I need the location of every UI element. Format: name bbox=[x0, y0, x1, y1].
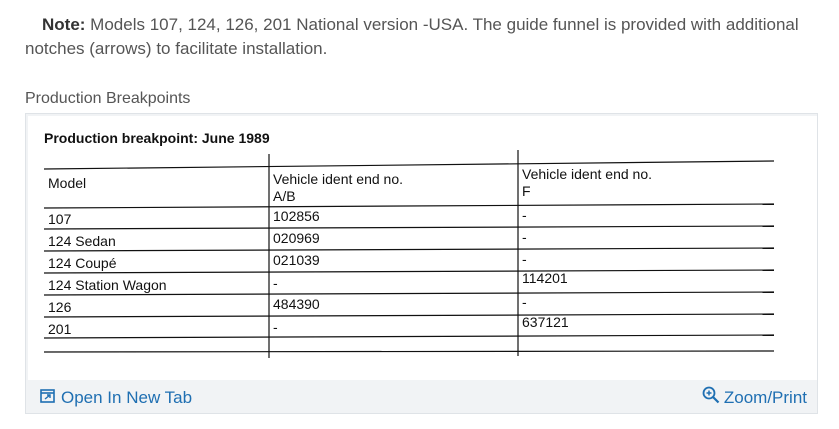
magnifier-plus-icon bbox=[702, 386, 720, 409]
header-model: Model bbox=[48, 175, 87, 191]
breakpoint-table-image bbox=[28, 116, 817, 380]
note-label: Note: bbox=[42, 15, 86, 34]
table-cell: 114201 bbox=[522, 270, 568, 286]
table-cell: - bbox=[522, 207, 527, 223]
table-grid-lines bbox=[28, 116, 817, 380]
table-cell: 021039 bbox=[273, 252, 320, 268]
table-cell: - bbox=[273, 275, 278, 291]
open-in-new-tab-link[interactable] bbox=[40, 388, 192, 408]
table-cell: - bbox=[273, 319, 278, 335]
table-cell: 102856 bbox=[273, 208, 320, 224]
image-viewer bbox=[25, 113, 818, 414]
table-cell: 124 Station Wagon bbox=[48, 277, 167, 293]
table-cell: - bbox=[522, 294, 527, 310]
table-cell: - bbox=[522, 251, 527, 267]
table-cell: 126 bbox=[48, 299, 72, 315]
header-f-line2: F bbox=[522, 183, 531, 199]
table-cell: 107 bbox=[48, 211, 72, 227]
header-ab-line1: Vehicle ident end no. bbox=[273, 171, 403, 187]
zoom-print-link[interactable] bbox=[702, 386, 807, 409]
table-cell: 484390 bbox=[273, 296, 320, 312]
section-title: Production Breakpoints bbox=[25, 90, 191, 107]
open-in-new-tab-label: Open In New Tab bbox=[61, 388, 193, 407]
image-toolbar bbox=[26, 384, 817, 414]
open-new-tab-icon bbox=[40, 388, 55, 408]
table-cell: 124 Coupé bbox=[48, 255, 117, 271]
header-f-line1: Vehicle ident end no. bbox=[522, 166, 652, 182]
table-cell: 124 Sedan bbox=[48, 233, 116, 249]
table-cell: 637121 bbox=[522, 314, 569, 330]
table-caption: Production breakpoint: June 1989 bbox=[44, 130, 270, 146]
installation-note bbox=[25, 13, 825, 61]
table-cell: 201 bbox=[48, 321, 72, 337]
note-text: Models 107, 124, 126, 201 National version -USA. The guide funnel is provided with additional notches (arrows) to facilitate installation. bbox=[25, 15, 799, 58]
table-cell: - bbox=[522, 229, 527, 245]
zoom-print-label: Zoom/Print bbox=[723, 387, 807, 407]
table-cell: 020969 bbox=[273, 230, 320, 246]
header-ab-line2: A/B bbox=[273, 188, 296, 204]
